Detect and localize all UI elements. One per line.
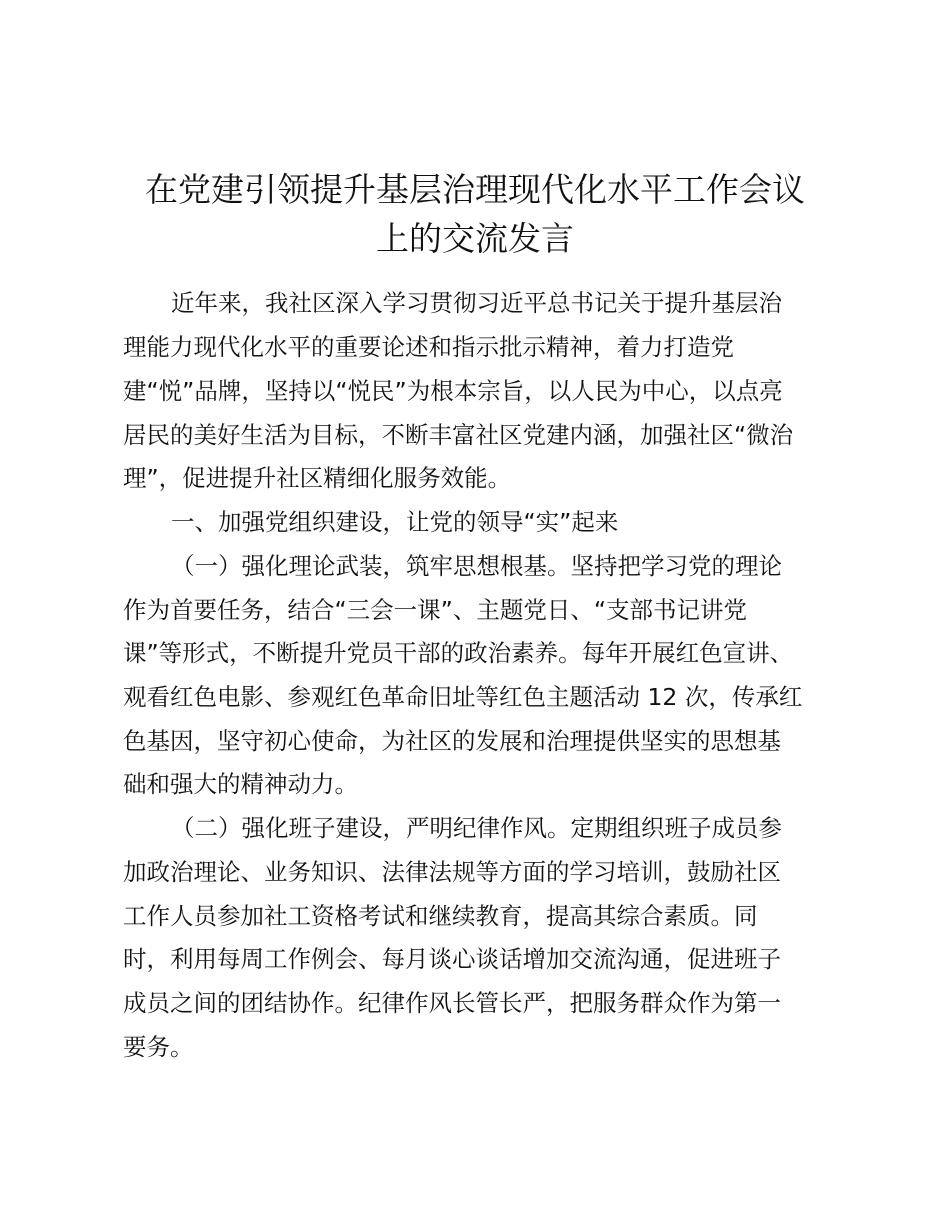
paragraph-line: 础和强大的精神动力。 [123, 770, 358, 798]
paragraph-line: 要务。 [123, 1033, 194, 1061]
paragraph-line: 理”，促进提升社区精细化服务效能。 [123, 464, 512, 492]
paragraph-line: 观看红色电影、参观红色革命旧址等红色主题活动 12 次，传承红 [123, 683, 803, 711]
paragraph-line: 工作人员参加社工资格考试和继续教育，提高其综合素质。同 [123, 902, 758, 930]
section-heading: 一、加强党组织建设，让党的领导“实”起来 [171, 508, 619, 536]
paragraph-line: （二）强化班子建设，严明纪律作风。定期组织班子成员参 [171, 814, 782, 842]
paragraph-line: 色基因，坚守初心使命，为社区的发展和治理提供坚实的思想基 [123, 727, 781, 755]
paragraph-line: 近年来，我社区深入学习贯彻习近平总书记关于提升基层治 [171, 289, 782, 317]
paragraph-line: 建“悦”品牌，坚持以“悦民”为根本宗旨，以人民为中心，以点亮 [123, 377, 783, 405]
paragraph-line: 时，利用每周工作例会、每月谈心谈话增加交流沟通，促进班子 [123, 945, 781, 973]
document-title-line-2: 上的交流发言 [376, 219, 574, 258]
document-title-line-1: 在党建引领提升基层治理现代化水平工作会议 [145, 170, 805, 209]
paragraph-line: 加政治理论、业务知识、法律法规等方面的学习培训，鼓励社区 [123, 858, 781, 886]
paragraph-line: 作为首要任务，结合“三会一课”、主题党日、“支部书记讲党 [123, 596, 748, 624]
paragraph-line: 理能力现代化水平的重要论述和指示批示精神，着力打造党 [123, 333, 734, 361]
paragraph-line: （一）强化理论武装，筑牢思想根基。坚持把学习党的理论 [171, 552, 782, 580]
paragraph-line: 课”等形式，不断提升党员干部的政治素养。每年开展红色宣讲、 [123, 639, 794, 667]
paragraph-line: 成员之间的团结协作。纪律作风长管长严，把服务群众作为第一 [123, 989, 781, 1017]
paragraph-line: 居民的美好生活为目标，不断丰富社区党建内涵，加强社区“微治 [123, 421, 794, 449]
